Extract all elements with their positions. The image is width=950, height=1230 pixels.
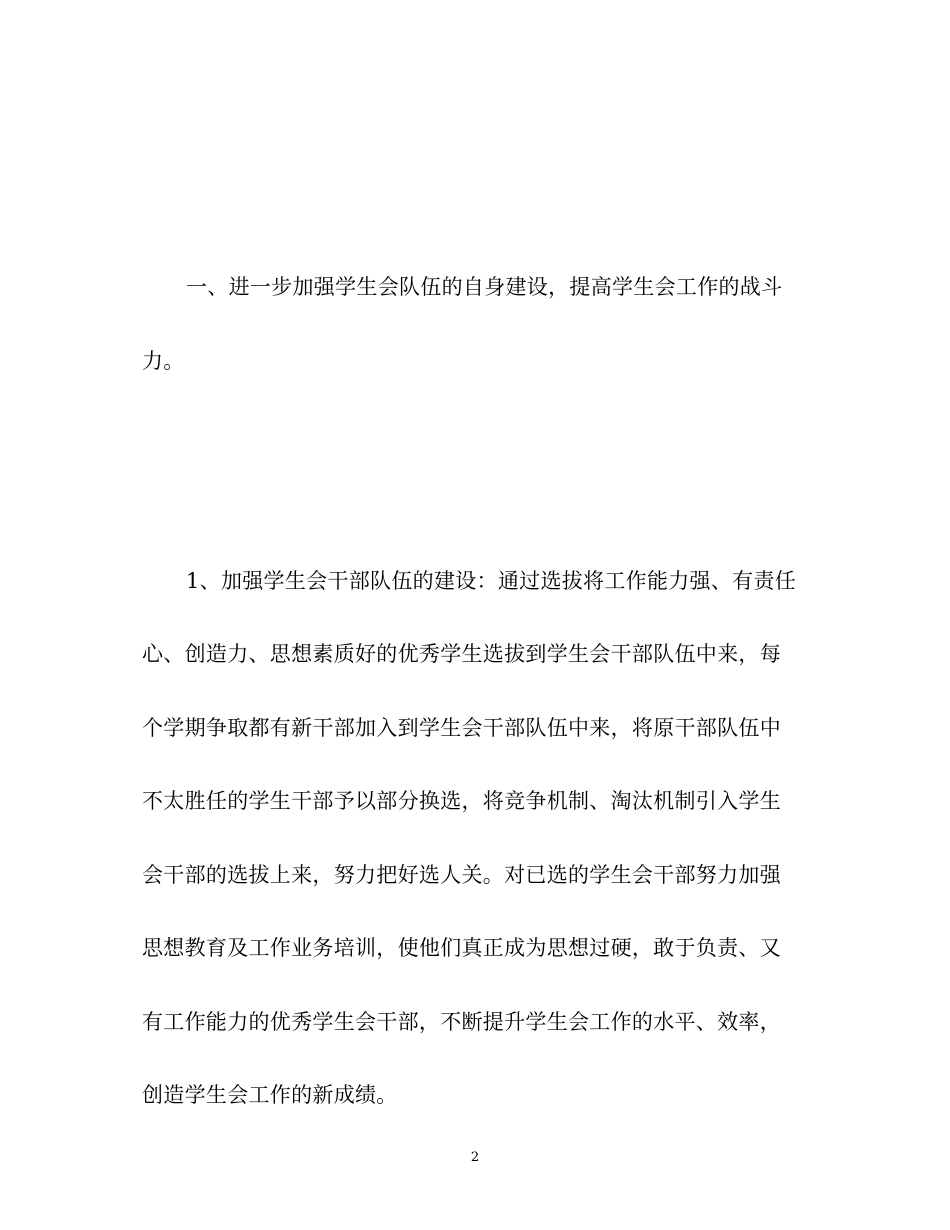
paragraph-line-1: 1、加强学生会干部队伍的建设：通过选拔将工作能力强、有责任 [186, 569, 797, 593]
paragraph-line-4: 不太胜任的学生干部予以部分换选，将竞争机制、淘汰机制引入学生 [142, 789, 781, 813]
section-heading-line-2: 力。 [142, 349, 185, 373]
paragraph-line-7: 有工作能力的优秀学生会干部，不断提升学生会工作的水平、效率， [142, 1010, 781, 1034]
section-heading-line-1: 一、进一步加强学生会队伍的自身建设，提高学生会工作的战斗 [186, 275, 783, 299]
paragraph-line-6: 思想教育及工作业务培训，使他们真正成为思想过硬，敢于负责、又 [142, 936, 781, 960]
paragraph-line-3: 个学期争取都有新干部加入到学生会干部队伍中来，将原干部队伍中 [142, 716, 781, 740]
paragraph-line-5: 会干部的选拔上来，努力把好选人关。对已选的学生会干部努力加强 [142, 863, 781, 887]
paragraph-line-2: 心、创造力、思想素质好的优秀学生选拔到学生会干部队伍中来，每 [142, 642, 781, 666]
page-number: 2 [470, 1150, 480, 1165]
paragraph-line-8: 创造学生会工作的新成绩。 [142, 1083, 398, 1107]
